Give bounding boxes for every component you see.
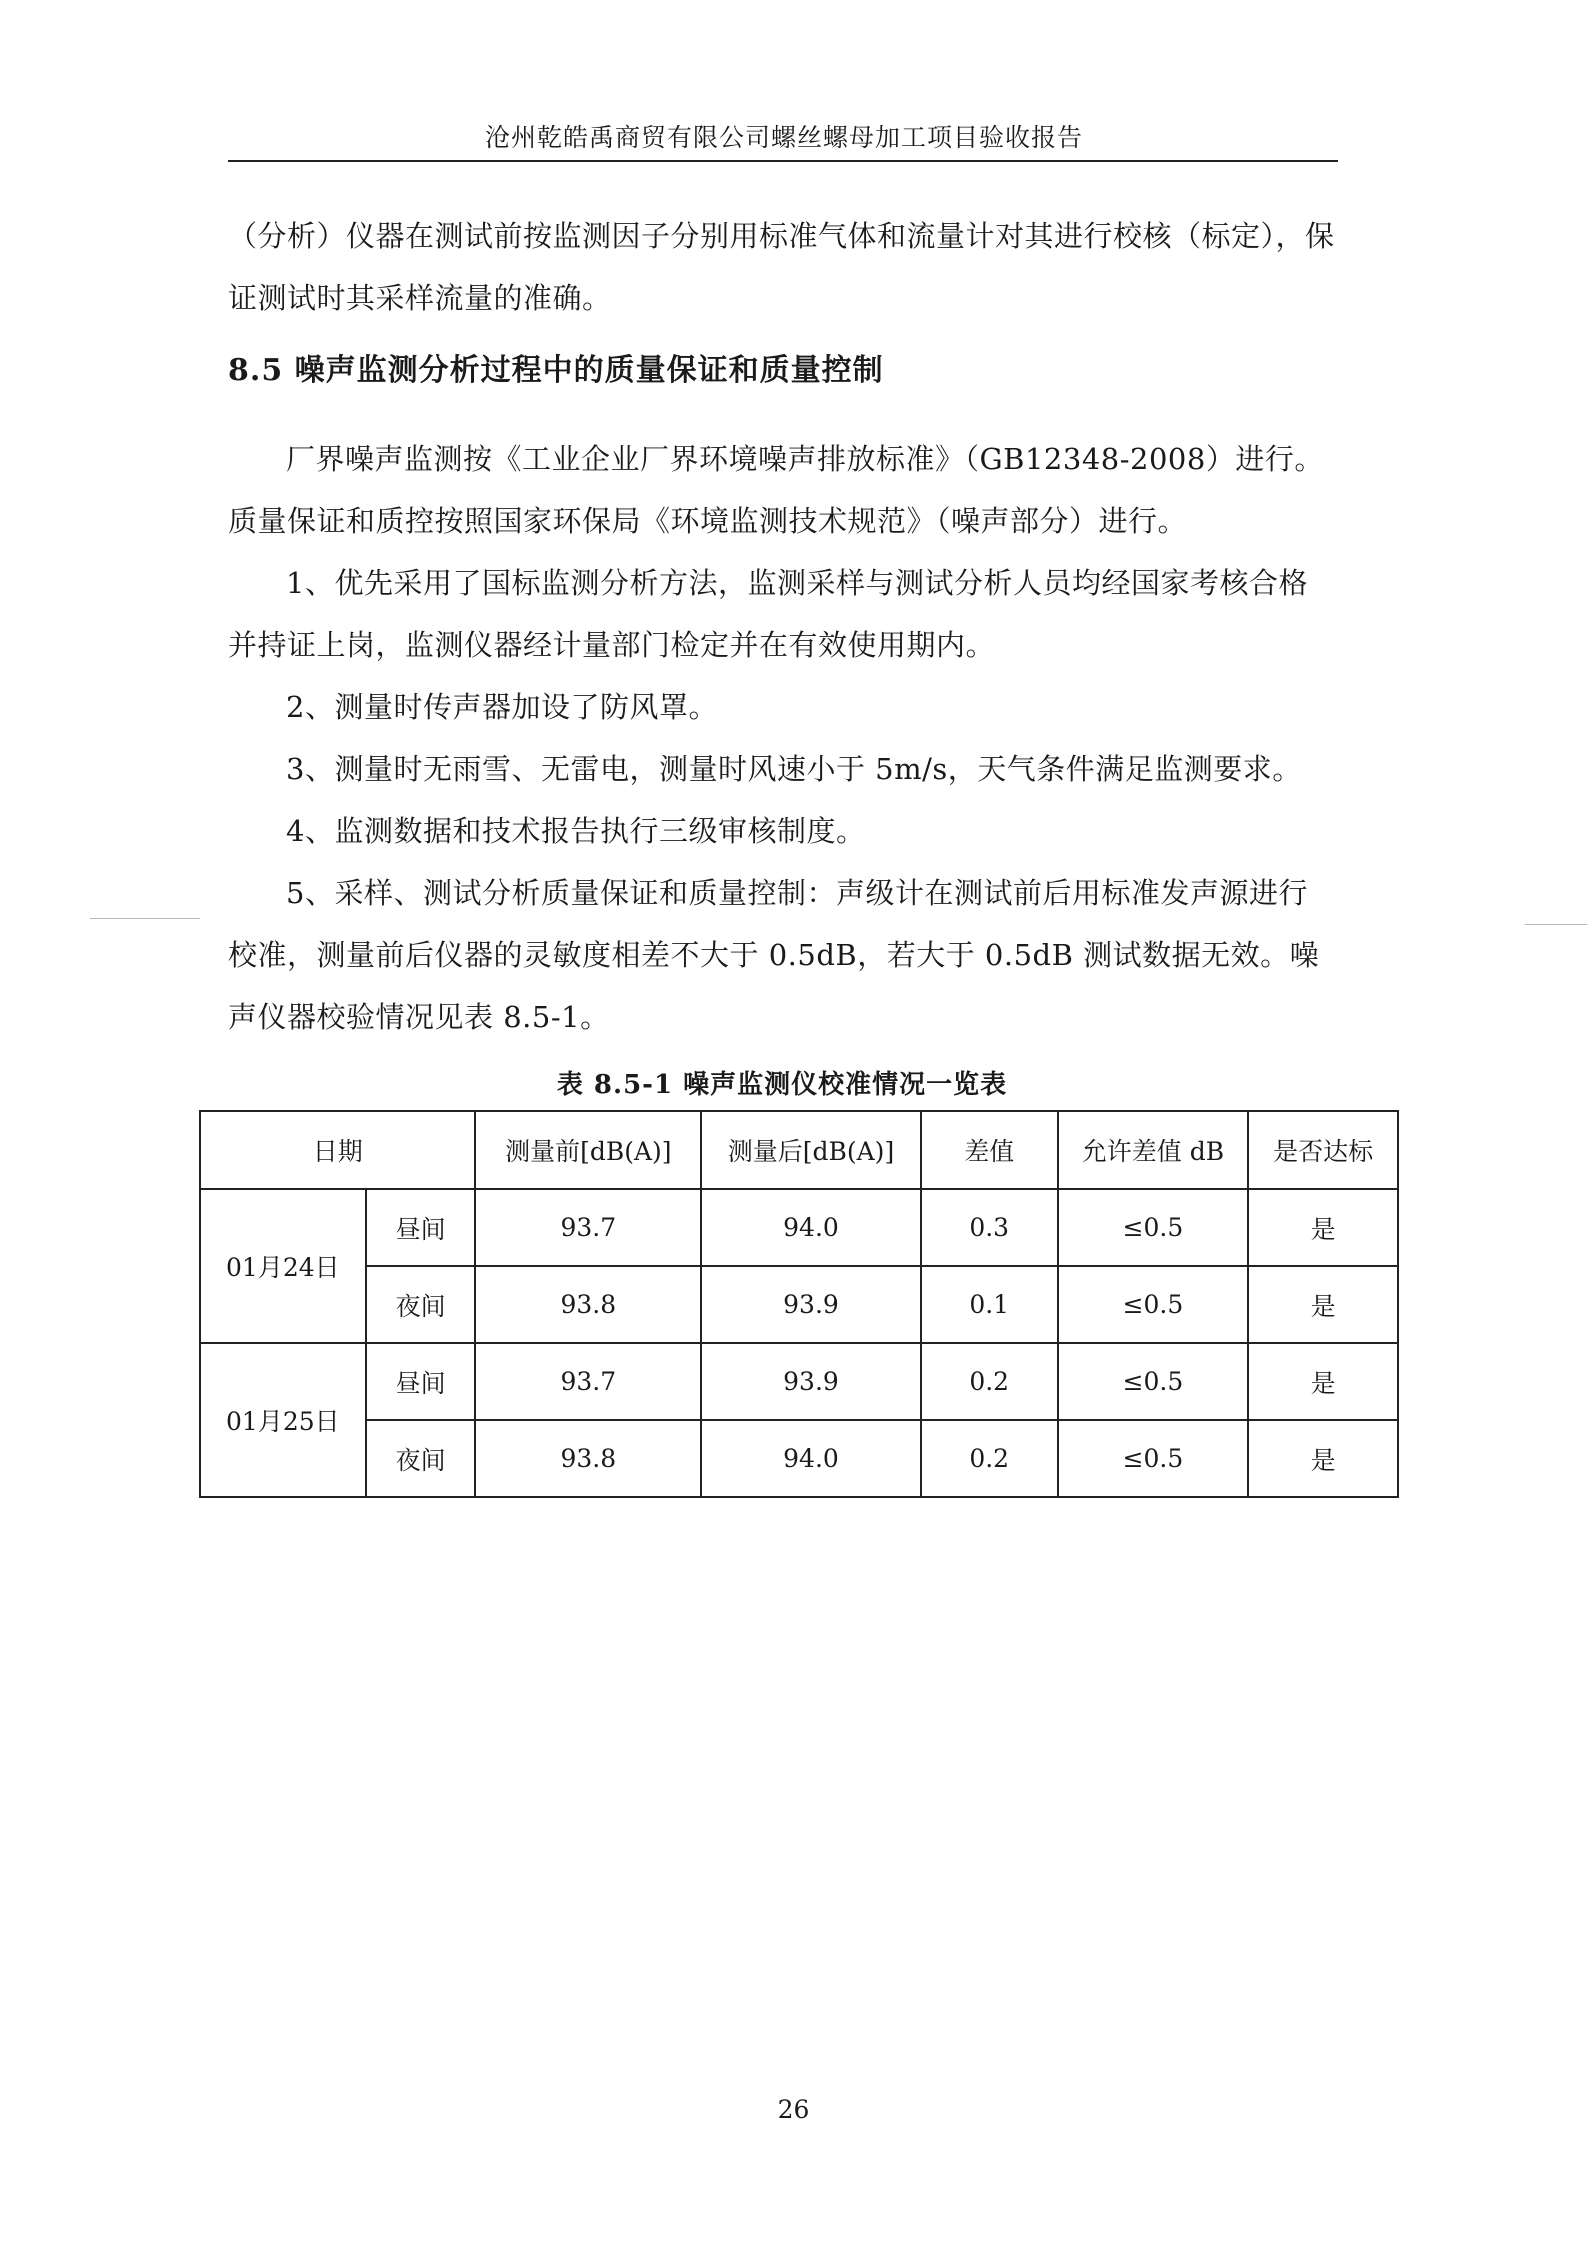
page-number: 26 <box>777 2095 810 2124</box>
diff-cell: 0.1 <box>921 1266 1058 1343</box>
after-cell: 93.9 <box>701 1343 921 1420</box>
date-cell: 01月24日 <box>200 1189 366 1343</box>
paragraph-item-1: 1、优先采用了国标监测分析方法，监测采样与测试分析人员均经国家考核合格并持证上岗，监测仪器经计量部门检定并在有效使用期内。 <box>228 566 1308 662</box>
period-cell: 昼间 <box>366 1343 476 1420</box>
table-caption: 表 8.5-1 噪声监测仪校准情况一览表 <box>556 1070 1008 1100</box>
after-cell: 94.0 <box>701 1189 921 1266</box>
header-rule <box>228 160 1338 162</box>
allowed-cell: ≤0.5 <box>1058 1189 1249 1266</box>
table-row <box>200 1266 1398 1343</box>
header-allowed: 允许差值 dB <box>1058 1111 1249 1189</box>
allowed-cell: ≤0.5 <box>1058 1420 1249 1497</box>
diff-cell: 0.2 <box>921 1343 1058 1420</box>
scan-artifact <box>90 918 200 919</box>
pass-cell: 是 <box>1248 1420 1398 1497</box>
period-cell: 夜间 <box>366 1420 476 1497</box>
period-cell: 昼间 <box>366 1189 476 1266</box>
paragraph-item-4: 4、监测数据和技术报告执行三级审核制度。 <box>286 814 866 848</box>
after-cell: 94.0 <box>701 1420 921 1497</box>
paragraph-standard: 厂界噪声监测按《工业企业厂界环境噪声排放标准》（GB12348-2008）进行。质量保证和质控按照国家环保局《环境监测技术规范》（噪声部分）进行。 <box>228 442 1324 538</box>
diff-cell: 0.2 <box>921 1420 1058 1497</box>
header-before: 测量前[dB(A)] <box>475 1111 701 1189</box>
date-cell: 01月25日 <box>200 1343 366 1497</box>
table-row <box>200 1343 1398 1420</box>
paragraph-item-2: 2、测量时传声器加设了防风罩。 <box>286 690 718 724</box>
allowed-cell: ≤0.5 <box>1058 1266 1249 1343</box>
calibration-table <box>199 1110 1399 1498</box>
pass-cell: 是 <box>1248 1343 1398 1420</box>
table-row <box>200 1189 1398 1266</box>
before-cell: 93.8 <box>475 1420 701 1497</box>
after-cell: 93.9 <box>701 1266 921 1343</box>
header-date: 日期 <box>200 1111 475 1189</box>
header-after: 测量后[dB(A)] <box>701 1111 921 1189</box>
allowed-cell: ≤0.5 <box>1058 1343 1249 1420</box>
period-cell: 夜间 <box>366 1266 476 1343</box>
pass-cell: 是 <box>1248 1189 1398 1266</box>
table-row <box>200 1420 1398 1497</box>
paragraph-continuation: （分析）仪器在测试前按监测因子分别用标准气体和流量计对其进行校核（标定），保证测试时其采样流量的准确。 <box>228 219 1335 315</box>
document-header: 沧州乾皓禹商贸有限公司螺丝螺母加工项目验收报告 <box>484 123 1083 152</box>
before-cell: 93.7 <box>475 1343 701 1420</box>
before-cell: 93.7 <box>475 1189 701 1266</box>
paragraph-item-3: 3、测量时无雨雪、无雷电，测量时风速小于 5m/s，天气条件满足监测要求。 <box>286 752 1302 786</box>
paragraph-item-5: 5、采样、测试分析质量保证和质量控制：声级计在测试前后用标准发声源进行校准，测量前后仪器的灵敏度相差不大于 0.5dB，若大于 0.5dB 测试数据无效。噪声仪器校验情况见表 8.5-1。 <box>228 876 1320 1034</box>
diff-cell: 0.3 <box>921 1189 1058 1266</box>
scan-artifact <box>1525 924 1587 925</box>
before-cell: 93.8 <box>475 1266 701 1343</box>
section-heading: 8.5 噪声监测分析过程中的质量保证和质量控制 <box>228 353 884 388</box>
table-header-row <box>200 1111 1398 1189</box>
pass-cell: 是 <box>1248 1266 1398 1343</box>
header-diff: 差值 <box>921 1111 1058 1189</box>
header-pass: 是否达标 <box>1248 1111 1398 1189</box>
